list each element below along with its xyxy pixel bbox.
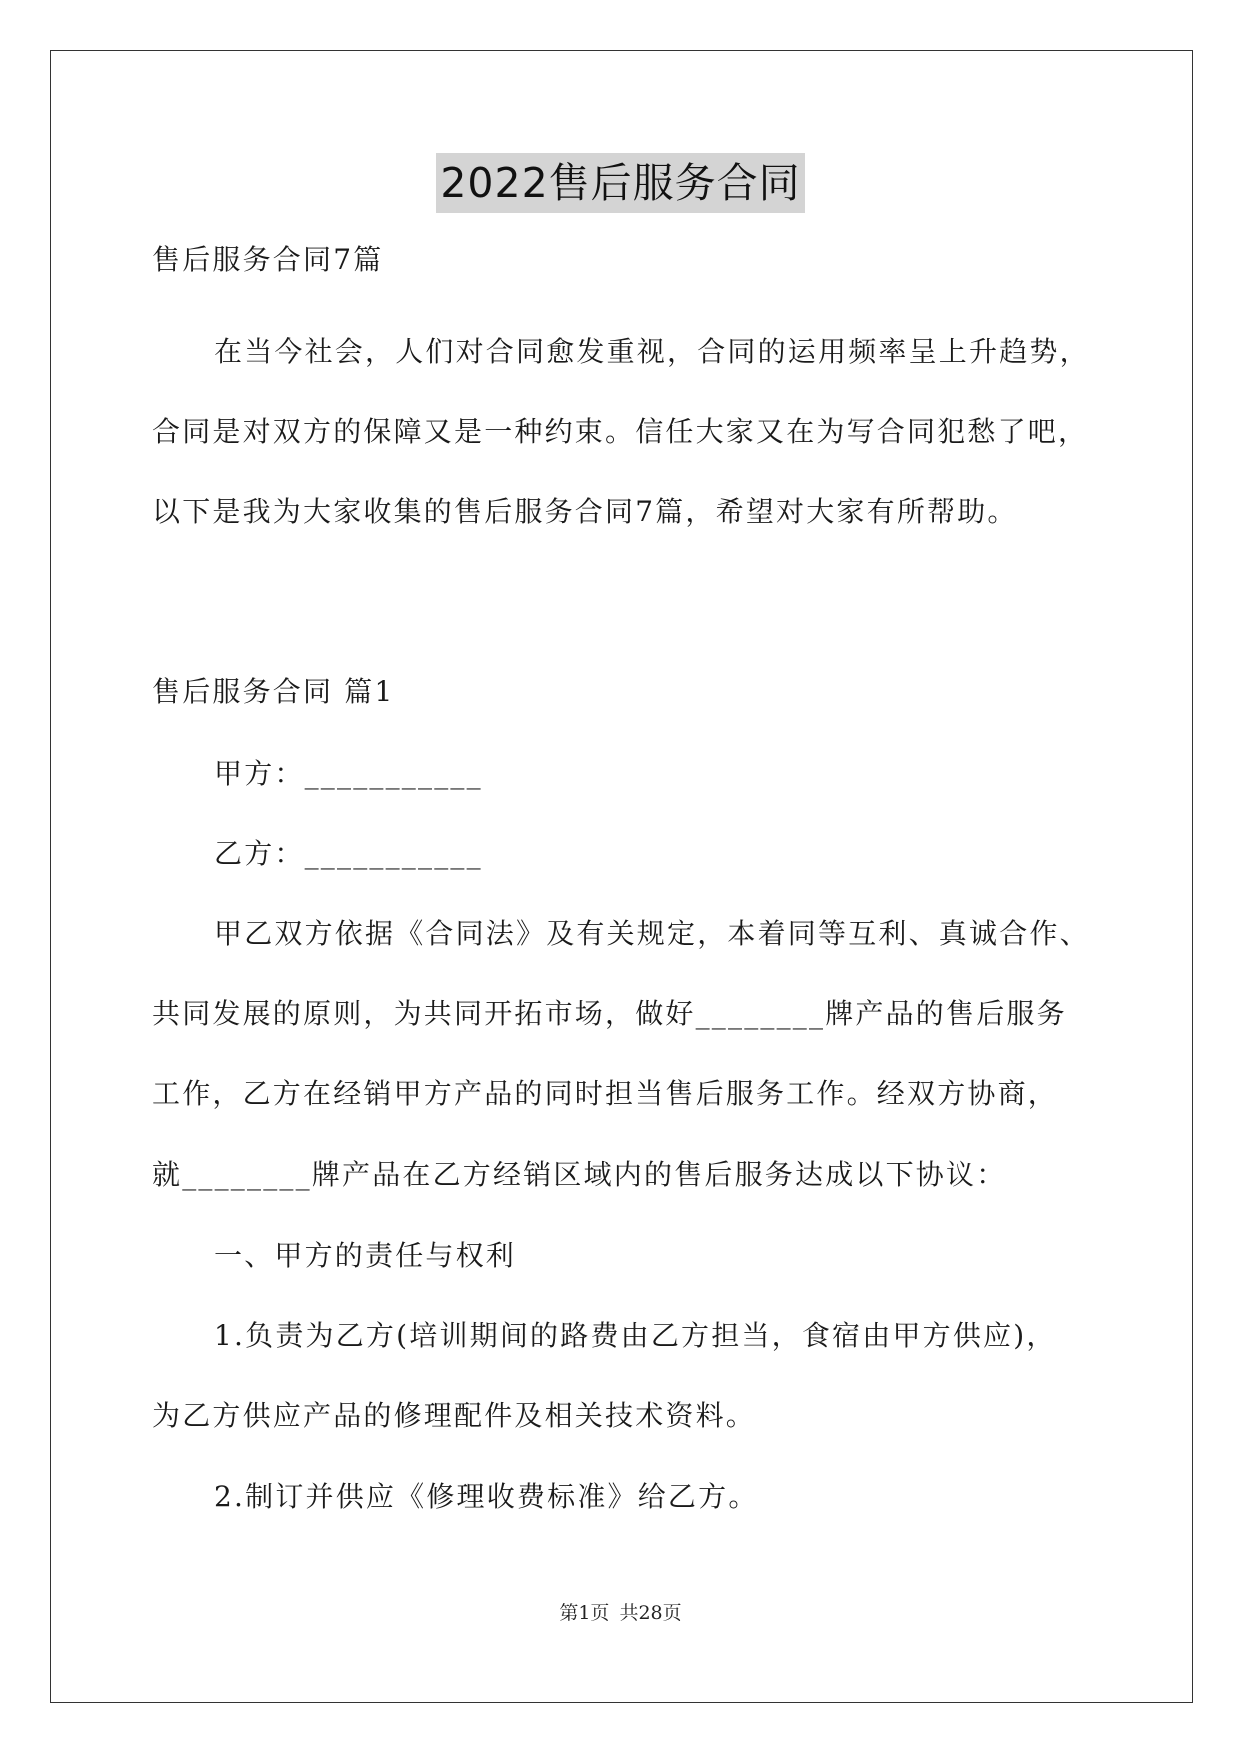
party-a-line: 甲方：___________ [214, 757, 483, 790]
paragraph-line: 以下是我为大家收集的售后服务合同7篇，希望对大家有所帮助。 [152, 495, 1018, 528]
section-heading: 售后服务合同 篇1 [152, 675, 395, 708]
paragraph-line: 就________牌产品在乙方经销区域内的售后服务达成以下协议： [152, 1158, 1007, 1191]
paragraph-line: 工作，乙方在经销甲方产品的同时担当售后服务工作。经双方协商， [152, 1077, 1059, 1110]
party-b-line: 乙方：___________ [214, 837, 483, 870]
document-title: 2022售后服务合同 [436, 153, 804, 213]
title-container [0, 153, 1241, 213]
page-total: 共28页 [619, 1602, 682, 1624]
paragraph-line: 在当今社会，人们对合同愈发重视，合同的运用频率呈上升趋势， [214, 335, 1090, 368]
paragraph-line: 2.制订并供应《修理收费标准》给乙方。 [214, 1480, 759, 1513]
paragraph-line: 甲乙双方依据《合同法》及有关规定，本着同等互利、真诚合作、 [214, 917, 1090, 950]
subtitle: 售后服务合同7篇 [152, 243, 384, 276]
paragraph-line: 1.负责为乙方(培训期间的路费由乙方担当，食宿由甲方供应)， [214, 1319, 1057, 1352]
page-border [50, 50, 1193, 1703]
page-number: 第1页 [559, 1602, 610, 1624]
paragraph-line: 为乙方供应产品的修理配件及相关技术资料。 [152, 1399, 757, 1432]
page-footer [0, 1600, 1241, 1626]
clause-heading: 一、甲方的责任与权利 [214, 1239, 517, 1272]
paragraph-line: 合同是对双方的保障又是一种约束。信任大家又在为写合同犯愁了吧， [152, 415, 1089, 448]
paragraph-line: 共同发展的原则，为共同开拓市场，做好________牌产品的售后服务 [152, 997, 1067, 1030]
